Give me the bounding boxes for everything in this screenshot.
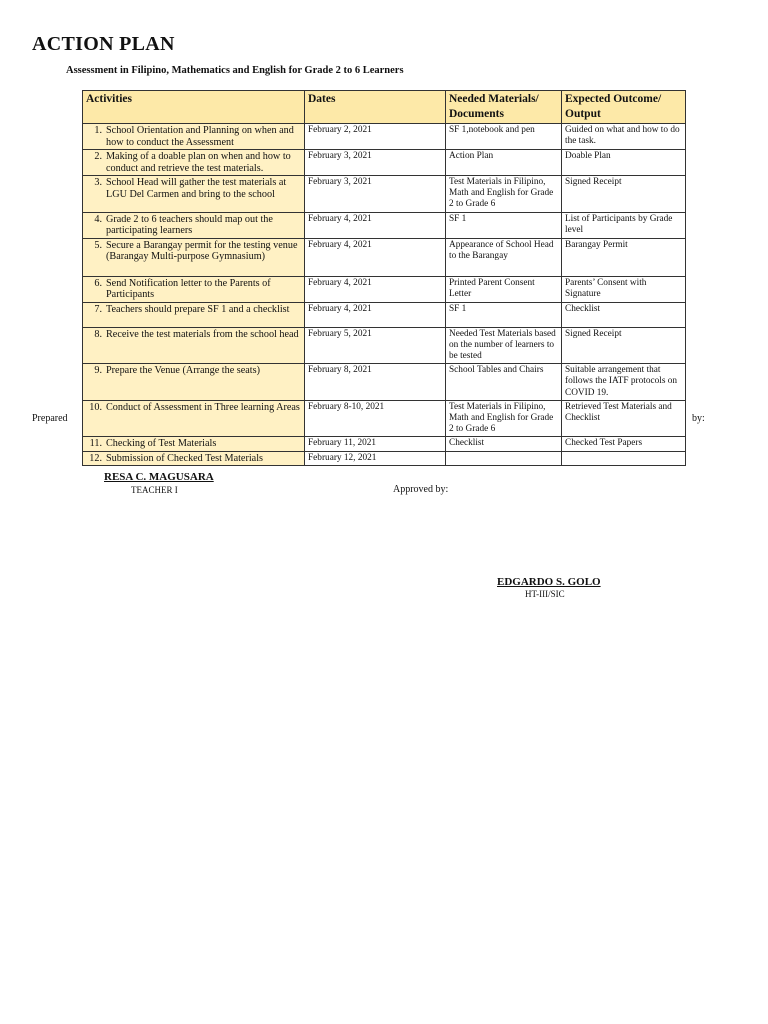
materials-cell: Appearance of School Head to the Barangay (446, 238, 562, 276)
date-cell: February 5, 2021 (305, 327, 446, 364)
page-subtitle: Assessment in Filipino, Mathematics and English for Grade 2 to 6 Learners (66, 65, 404, 76)
table-row (83, 302, 686, 327)
activity-text: Teachers should prepare SF 1 and a checklist (106, 303, 290, 315)
activity-cell (83, 150, 305, 176)
date-cell: February 3, 2021 (305, 150, 446, 176)
materials-cell: Printed Parent Consent Letter (446, 276, 562, 302)
outcome-cell: Signed Receipt (562, 327, 686, 364)
activity-number: 9. (94, 365, 102, 377)
date-cell: February 3, 2021 (305, 176, 446, 213)
outcome-cell: Parents’ Consent with Signature (562, 276, 686, 302)
materials-cell: Action Plan (446, 150, 562, 176)
activity-number: 2. (94, 151, 102, 162)
activity-number: 6. (94, 277, 102, 289)
activity-number: 4. (94, 213, 102, 225)
date-cell: February 4, 2021 (305, 276, 446, 302)
activity-cell (83, 212, 305, 238)
outcome-cell (562, 451, 686, 466)
activity-cell (83, 124, 305, 150)
materials-cell: SF 1 (446, 212, 562, 238)
materials-cell: Checklist (446, 437, 562, 452)
date-cell: February 2, 2021 (305, 124, 446, 150)
materials-cell: SF 1 (446, 302, 562, 327)
activity-cell (83, 176, 305, 213)
materials-cell: SF 1,notebook and pen (446, 124, 562, 150)
outcome-cell: Retrieved Test Materials and Checklist (562, 400, 686, 437)
header-activities: Activities (83, 91, 305, 124)
approver-name: EDGARDO S. GOLO (497, 576, 601, 588)
prepared-label: Prepared (32, 413, 68, 424)
activity-text: Making of a doable plan on when and how to conduct and retrieve the test materials. (106, 151, 291, 174)
table-row (83, 451, 686, 466)
approved-by-label: Approved by: (393, 484, 449, 495)
header-materials: Needed Materials/ Documents (446, 91, 562, 124)
date-cell: February 11, 2021 (305, 437, 446, 452)
activity-text: Prepare the Venue (Arrange the seats) (106, 365, 260, 377)
activity-number: 1. (94, 125, 102, 136)
activity-text: Receive the test materials from the school head (106, 328, 299, 340)
outcome-cell: Signed Receipt (562, 176, 686, 213)
activity-cell (83, 302, 305, 327)
table-row (83, 238, 686, 276)
outcome-cell: Checked Test Papers (562, 437, 686, 452)
activity-cell (83, 451, 305, 466)
table-row (83, 176, 686, 213)
activity-cell (83, 437, 305, 452)
table-row (83, 327, 686, 364)
outcome-cell: Guided on what and how to do the task. (562, 124, 686, 150)
table-row (83, 400, 686, 437)
table-row (83, 437, 686, 452)
page-title: ACTION PLAN (32, 33, 175, 55)
header-outcome: Expected Outcome/ Output (562, 91, 686, 124)
materials-cell: Needed Test Materials based on the number of learners to be tested (446, 327, 562, 364)
table-body (83, 124, 686, 466)
prepared-by-label: by: (692, 413, 705, 424)
outcome-cell: Suitable arrangement that follows the IATF protocols on COVID 19. (562, 364, 686, 401)
activity-text: Secure a Barangay permit for the testing venue (Barangay Multi-purpose Gymnasium) (106, 239, 298, 263)
activity-cell (83, 238, 305, 276)
action-plan-table (82, 90, 686, 466)
date-cell: February 4, 2021 (305, 212, 446, 238)
activity-text: Send Notification letter to the Parents of Participants (106, 277, 271, 301)
activity-text: Grade 2 to 6 teachers should map out the participating learners (106, 213, 273, 237)
materials-cell: Test Materials in Filipino, Math and English for Grade 2 to Grade 6 (446, 400, 562, 437)
table-row (83, 150, 686, 176)
activity-number: 11. (89, 438, 102, 450)
date-cell: February 12, 2021 (305, 451, 446, 466)
activity-text: Submission of Checked Test Materials (106, 452, 263, 464)
activity-text: School Head will gather the test materials at LGU Del Carmen and bring to the school (106, 177, 287, 200)
date-cell: February 8, 2021 (305, 364, 446, 401)
activity-number: 3. (94, 177, 102, 188)
header-row (83, 91, 686, 124)
materials-cell: School Tables and Chairs (446, 364, 562, 401)
activity-text: School Orientation and Planning on when and how to conduct the Assessment (106, 125, 294, 148)
activity-cell (83, 400, 305, 437)
table-row (83, 276, 686, 302)
preparer-name: RESA C. MAGUSARA (104, 471, 214, 483)
activity-cell (83, 276, 305, 302)
date-cell: February 4, 2021 (305, 238, 446, 276)
activity-text: Conduct of Assessment in Three learning Areas (106, 401, 300, 413)
outcome-cell: Checklist (562, 302, 686, 327)
activity-cell (83, 327, 305, 364)
activity-number: 7. (94, 303, 102, 315)
outcome-cell: List of Participants by Grade level (562, 212, 686, 238)
table-row (83, 124, 686, 150)
table-row (83, 212, 686, 238)
header-dates: Dates (305, 91, 446, 124)
activity-number: 5. (94, 239, 102, 251)
date-cell: February 4, 2021 (305, 302, 446, 327)
outcome-cell: Barangay Permit (562, 238, 686, 276)
activity-number: 12. (89, 452, 102, 464)
activity-number: 8. (94, 328, 102, 340)
table-row (83, 364, 686, 401)
activity-text: Checking of Test Materials (106, 438, 217, 450)
approver-position: HT-III/SIC (525, 589, 565, 599)
materials-cell (446, 451, 562, 466)
materials-cell: Test Materials in Filipino, Math and English for Grade 2 to Grade 6 (446, 176, 562, 213)
activity-number: 10. (89, 401, 102, 413)
table-header (83, 91, 686, 124)
activity-cell (83, 364, 305, 401)
preparer-position: TEACHER I (131, 485, 178, 495)
date-cell: February 8-10, 2021 (305, 400, 446, 437)
outcome-cell: Doable Plan (562, 150, 686, 176)
